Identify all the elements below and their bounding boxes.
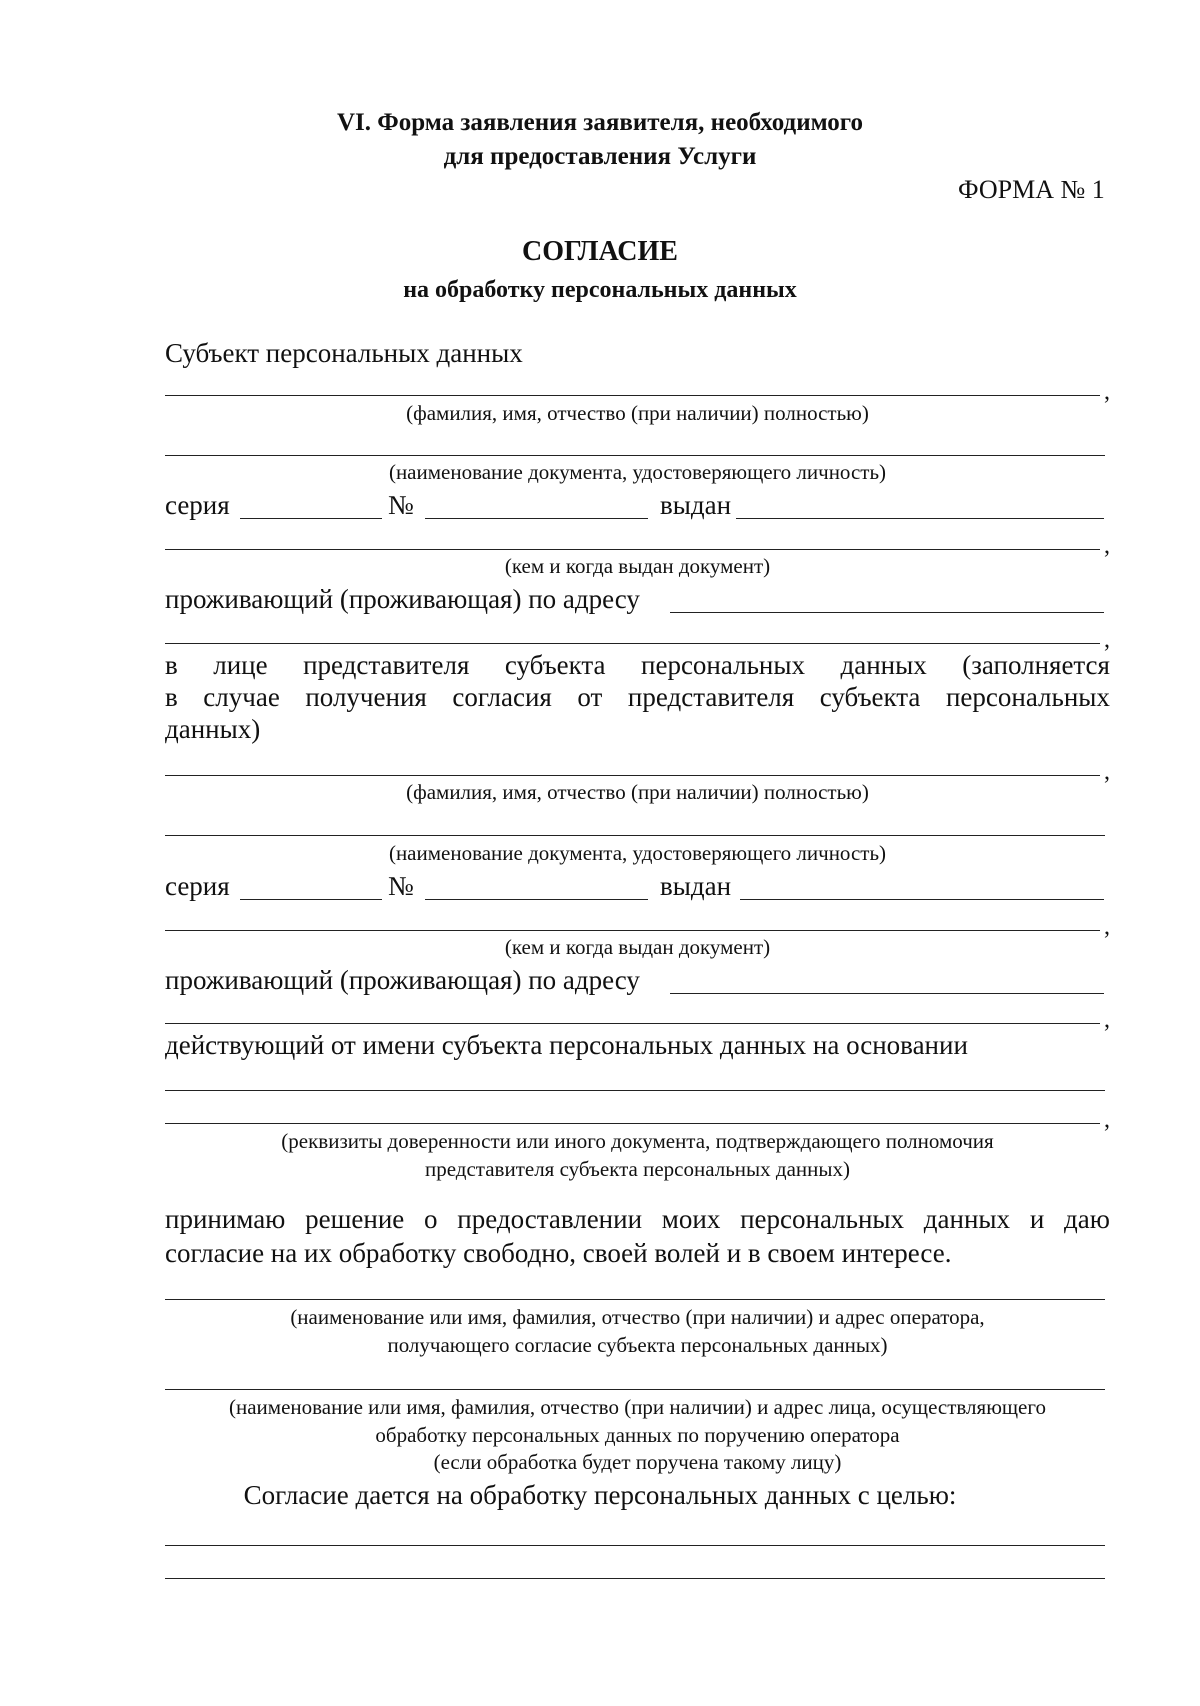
representative-line2-word: представителя — [627, 682, 795, 712]
section-title-line2: для предоставления Услуги — [443, 143, 757, 170]
representative-line2-word: от — [577, 682, 603, 712]
representative-line2 — [165, 684, 1110, 711]
rep-address-input-line-2[interactable] — [165, 1023, 1100, 1024]
representative-line1 — [165, 652, 1110, 679]
decision-line2: согласие на их обработку свободно, своей волей и в своем интересе. — [165, 1238, 952, 1268]
comma: , — [1104, 1007, 1110, 1033]
issued-label: выдан — [660, 490, 732, 520]
comma: , — [1104, 533, 1110, 559]
comma: , — [1104, 379, 1110, 405]
decision-line1 — [165, 1206, 1110, 1233]
representative-fio-line[interactable] — [165, 775, 1100, 776]
representative-line2-word: субъекта — [819, 682, 921, 712]
series-label: серия — [165, 490, 230, 520]
caption-rep-fio: (фамилия, имя, отчество (при наличии) полностью) — [406, 780, 869, 804]
decision-line1-word: данных — [923, 1204, 1011, 1234]
decision-line1-word: предоставлении — [457, 1204, 643, 1234]
section-title-line1: VI. Форма заявления заявителя, необходимого — [336, 109, 864, 136]
representative-line3: данных) — [165, 714, 261, 744]
poa-input-line-2[interactable] — [165, 1123, 1100, 1124]
decision-line1-word: решение — [305, 1204, 405, 1234]
representative-line1-word: данных — [840, 650, 927, 680]
form-number: ФОРМА № 1 — [958, 175, 1105, 204]
subject-id-doc-line[interactable] — [165, 455, 1105, 456]
rep-issued-by-line[interactable] — [165, 930, 1100, 931]
decision-line1-word: о — [424, 1204, 438, 1234]
caption-issued-by: (кем и когда выдан документ) — [504, 554, 771, 578]
comma: , — [1104, 1107, 1110, 1133]
poa-input-line[interactable] — [165, 1090, 1105, 1091]
representative-line1-word: субъекта — [504, 650, 606, 680]
address-input-line[interactable] — [670, 612, 1104, 613]
caption-operator-line2: получающего согласие субъекта персональных данных) — [387, 1333, 888, 1357]
representative-line2-word: получения — [305, 682, 427, 712]
subject-fio-line[interactable] — [165, 395, 1100, 396]
caption-poa-line1: (реквизиты доверенности или иного документа, подтверждающего полномочия — [281, 1129, 994, 1153]
acting-on-behalf: действующий от имени субъекта персональных данных на основании — [165, 1030, 968, 1060]
decision-line1-word: принимаю — [165, 1204, 286, 1234]
document-subtitle: на обработку персональных данных — [403, 277, 797, 303]
representative-line2-word: персональных — [945, 682, 1110, 712]
address-input-line-2[interactable] — [165, 643, 1100, 644]
representative-line1-word: представителя — [303, 650, 470, 680]
rep-number-input-line[interactable] — [425, 899, 648, 900]
operator-input-line[interactable] — [165, 1299, 1105, 1300]
caption-processor-line2: обработку персональных данных по поручению оператора — [375, 1423, 900, 1447]
representative-line1-word: лице — [213, 650, 268, 680]
representative-line1-word: (заполняется — [962, 650, 1110, 680]
residing-label: проживающий (проживающая) по адресу — [165, 584, 640, 614]
number-label: № — [388, 490, 414, 520]
comma: , — [1104, 759, 1110, 785]
rep-address-input-line[interactable] — [670, 993, 1104, 994]
comma: , — [1104, 627, 1110, 653]
rep-issued-label: выдан — [660, 871, 732, 901]
purpose-input-line[interactable] — [165, 1545, 1105, 1546]
decision-line1-word: персональных — [740, 1204, 905, 1234]
comma: , — [1104, 914, 1110, 940]
representative-id-doc-line[interactable] — [165, 835, 1105, 836]
representative-line2-word: согласия — [452, 682, 552, 712]
issued-input-line[interactable] — [736, 518, 1104, 519]
caption-fio: (фамилия, имя, отчество (при наличии) полностью) — [406, 401, 869, 425]
representative-line2-word: в — [165, 682, 178, 712]
series-input-line[interactable] — [240, 518, 382, 519]
caption-rep-id-doc: (наименование документа, удостоверяющего личность) — [388, 841, 887, 865]
purpose-input-line-2[interactable] — [165, 1578, 1105, 1579]
caption-poa-line2: представителя субъекта персональных данных) — [425, 1157, 850, 1181]
caption-rep-issued-by: (кем и когда выдан документ) — [504, 935, 771, 959]
purpose-label: Согласие дается на обработку персональных данных с целью: — [243, 1480, 957, 1510]
document-title: СОГЛАСИЕ — [522, 236, 678, 267]
representative-line2-word: случае — [203, 682, 280, 712]
decision-line1-word: моих — [661, 1204, 721, 1234]
caption-id-doc: (наименование документа, удостоверяющего личность) — [388, 460, 887, 484]
representative-line1-word: персональных — [641, 650, 805, 680]
number-input-line[interactable] — [425, 518, 648, 519]
rep-series-input-line[interactable] — [240, 899, 382, 900]
rep-number-label: № — [388, 871, 414, 901]
caption-operator-line1: (наименование или имя, фамилия, отчество (при наличии) и адрес оператора, — [290, 1305, 985, 1329]
rep-series-label: серия — [165, 871, 230, 901]
decision-line1-word: и — [1029, 1204, 1045, 1234]
decision-line1-word: даю — [1064, 1204, 1110, 1234]
subject-label: Субъект персональных данных — [165, 338, 523, 368]
rep-residing-label: проживающий (проживающая) по адресу — [165, 965, 640, 995]
representative-line1-word: в — [165, 650, 178, 680]
processor-input-line[interactable] — [165, 1389, 1105, 1390]
issued-by-line[interactable] — [165, 549, 1100, 550]
caption-processor-line3: (если обработка будет поручена такому лицу) — [433, 1450, 842, 1474]
rep-issued-input-line[interactable] — [740, 899, 1104, 900]
caption-processor-line1: (наименование или имя, фамилия, отчество (при наличии) и адрес лица, осуществляющего — [229, 1395, 1046, 1419]
